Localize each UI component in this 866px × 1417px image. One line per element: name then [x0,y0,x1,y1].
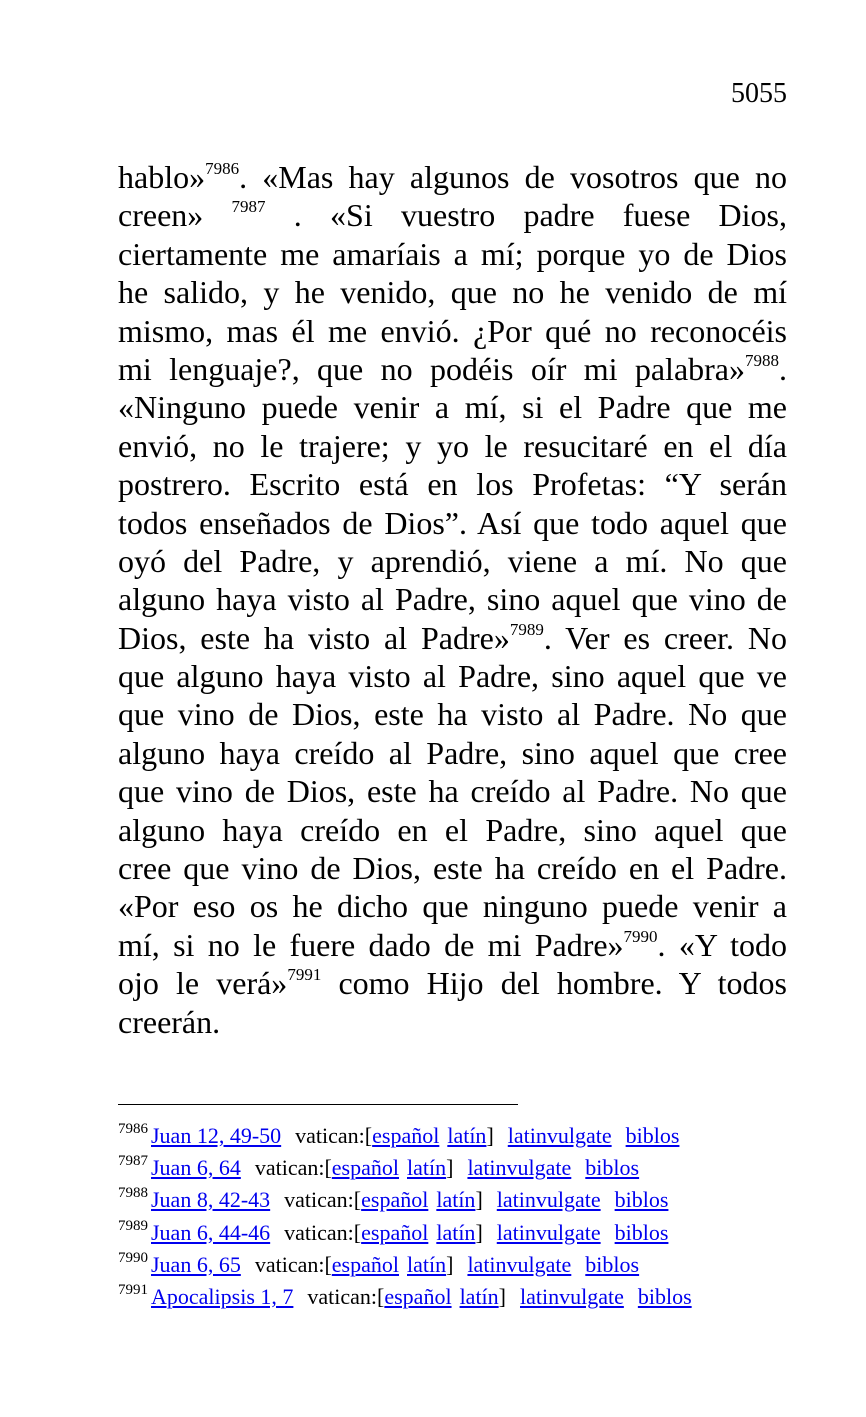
text-line [118,695,787,733]
text-segment: ciertamente me amaríais a mí; porque yo de Dios [118,235,787,272]
vatican-espanol-link[interactable]: español [331,1155,399,1181]
text-segment: alguno haya creído en el Padre, sino aquel que [118,811,787,848]
text-segment: que vino de Dios, este ha visto al Padre. No que [118,696,787,733]
vatican-espanol-link[interactable]: español [361,1219,429,1245]
vatican-label: vatican:[ [284,1219,362,1245]
bracket-close: ] [446,1251,454,1277]
vatican-label: vatican:[ [254,1155,332,1181]
text-line [118,926,787,964]
text-line [118,657,787,695]
vatican-label: vatican:[ [307,1284,385,1310]
text-segment: cree que vino de Dios, este ha creído en el Padre. [118,850,787,887]
latinvulgate-link[interactable]: latinvulgate [520,1284,624,1310]
text-segment: que vino de Dios, este ha creído al Padre. No que [118,773,787,810]
bracket-close: ] [486,1123,494,1148]
text-segment: creerán. [118,1003,221,1040]
text-line [118,580,787,618]
biblos-link[interactable]: biblos [625,1123,680,1148]
text-line [118,312,787,350]
scripture-reference-link[interactable]: Juan 8, 42-43 [151,1187,271,1213]
footnote-number: 7987 [118,1153,148,1170]
latinvulgate-link[interactable]: latinvulgate [507,1123,612,1148]
footnote-number: 7991 [118,1282,148,1299]
latinvulgate-link[interactable]: latinvulgate [496,1219,601,1245]
vatican-label: vatican:[ [295,1123,373,1148]
footnote [118,1217,692,1249]
biblos-link[interactable]: biblos [614,1219,669,1245]
text-line [118,964,787,1002]
text-segment: he salido, y he venido, que no he venido de mí [118,274,787,311]
bracket-close: ] [475,1187,483,1213]
text-segment: como Hijo del hombre. Y todos [321,965,788,1002]
vatican-latin-link[interactable]: latín [459,1284,499,1310]
footnote-number: 7990 [118,1249,148,1266]
scripture-reference-link[interactable]: Apocalipsis 1, 7 [151,1284,294,1310]
footnote-marker[interactable]: 7986 [205,159,240,178]
latinvulgate-link[interactable]: latinvulgate [467,1155,572,1181]
text-segment: alguno haya visto al Padre, sino aquel que vino de [118,581,787,618]
text-line [118,158,787,196]
vatican-label: vatican:[ [284,1187,362,1213]
footnote [118,1281,692,1313]
vatican-label: vatican:[ [254,1251,332,1277]
text-line [118,849,787,887]
vatican-latin-link[interactable]: latín [436,1187,476,1213]
page-number: 5055 [731,78,787,109]
text-line [118,196,787,234]
text-segment: envió, no le trajere; y yo le resucitaré en el día [118,427,787,464]
scripture-reference-link[interactable]: Juan 12, 49-50 [151,1123,282,1148]
text-segment: . «Mas hay algunos de vosotros que no [239,159,787,195]
footnote-marker[interactable]: 7990 [623,926,658,946]
scripture-reference-link[interactable]: Juan 6, 64 [151,1155,241,1181]
latinvulgate-link[interactable]: latinvulgate [496,1187,601,1213]
biblos-link[interactable]: biblos [585,1155,640,1181]
text-line [118,734,787,772]
text-line [118,619,787,657]
footnote-number: 7988 [118,1185,148,1202]
latinvulgate-link[interactable]: latinvulgate [467,1251,572,1277]
bracket-close: ] [446,1155,454,1181]
text-segment: . «Y todo [657,926,787,963]
body-text [118,158,787,1041]
text-line [118,811,787,849]
vatican-espanol-link[interactable]: español [384,1284,452,1310]
footnote-marker[interactable]: 7987 [231,197,266,217]
footnote-separator [118,1104,518,1105]
text-line [118,542,787,580]
footnote [118,1120,692,1152]
footnote-marker[interactable]: 7991 [287,965,322,985]
vatican-espanol-link[interactable]: español [372,1123,440,1148]
vatican-latin-link[interactable]: latín [407,1251,447,1277]
text-segment: hablo» [118,159,206,195]
biblos-link[interactable]: biblos [637,1284,692,1310]
biblos-link[interactable]: biblos [614,1187,669,1213]
footnote-number: 7989 [118,1217,148,1234]
vatican-espanol-link[interactable]: español [331,1251,399,1277]
footnote-marker[interactable]: 7988 [745,350,779,370]
text-segment: «Ninguno puede venir a mí, si el Padre que me [118,389,787,426]
text-line [118,772,787,810]
vatican-latin-link[interactable]: latín [447,1123,487,1148]
text-line [118,465,787,503]
text-segment: mismo, mas él me envió. ¿Por qué no reconocéis [118,312,787,349]
text-segment: . Ver es creer. No [543,619,788,656]
text-segment: oyó del Padre, y aprendió, viene a mí. No que [118,542,787,579]
text-line [118,273,787,311]
text-line [118,350,787,388]
text-segment: . [779,350,787,387]
text-line [118,388,787,426]
footnote [118,1184,692,1216]
text-segment: . «Si vuestro padre fuese Dios, [265,197,788,234]
footnote-marker[interactable]: 7989 [509,619,544,639]
footnotes [118,1120,692,1313]
text-segment: que alguno haya visto al Padre, sino aquel que ve [118,658,787,695]
footnote-number: 7986 [118,1121,148,1137]
text-segment: creen» [118,197,232,234]
text-segment: alguno haya creído al Padre, sino aquel que cree [118,734,787,771]
text-line [118,235,787,273]
text-line [118,887,787,925]
vatican-latin-link[interactable]: latín [436,1219,476,1245]
text-segment: Dios, este ha visto al Padre» [118,619,510,656]
bracket-close: ] [498,1284,506,1310]
scripture-reference-link[interactable]: Juan 6, 65 [151,1251,241,1277]
text-line [118,504,787,542]
scripture-reference-link[interactable]: Juan 6, 44-46 [151,1219,271,1245]
footnote [118,1152,692,1184]
text-segment: mí, si no le fuere dado de mi Padre» [118,926,624,963]
footnote [118,1249,692,1281]
vatican-latin-link[interactable]: latín [407,1155,447,1181]
text-segment: ojo le verá» [118,965,288,1002]
text-line [118,427,787,465]
text-segment: todos enseñados de Dios”. Así que todo aquel que [118,504,787,541]
biblos-link[interactable]: biblos [585,1251,640,1277]
text-segment: «Por eso os he dicho que ninguno puede venir a [118,888,787,925]
text-segment: postrero. Escrito está en los Profetas: “Y serán [118,466,787,503]
text-line [118,1003,787,1041]
vatican-espanol-link[interactable]: español [361,1187,429,1213]
text-segment: mi lenguaje?, que no podéis oír mi palabra» [118,350,745,387]
bracket-close: ] [475,1219,483,1245]
